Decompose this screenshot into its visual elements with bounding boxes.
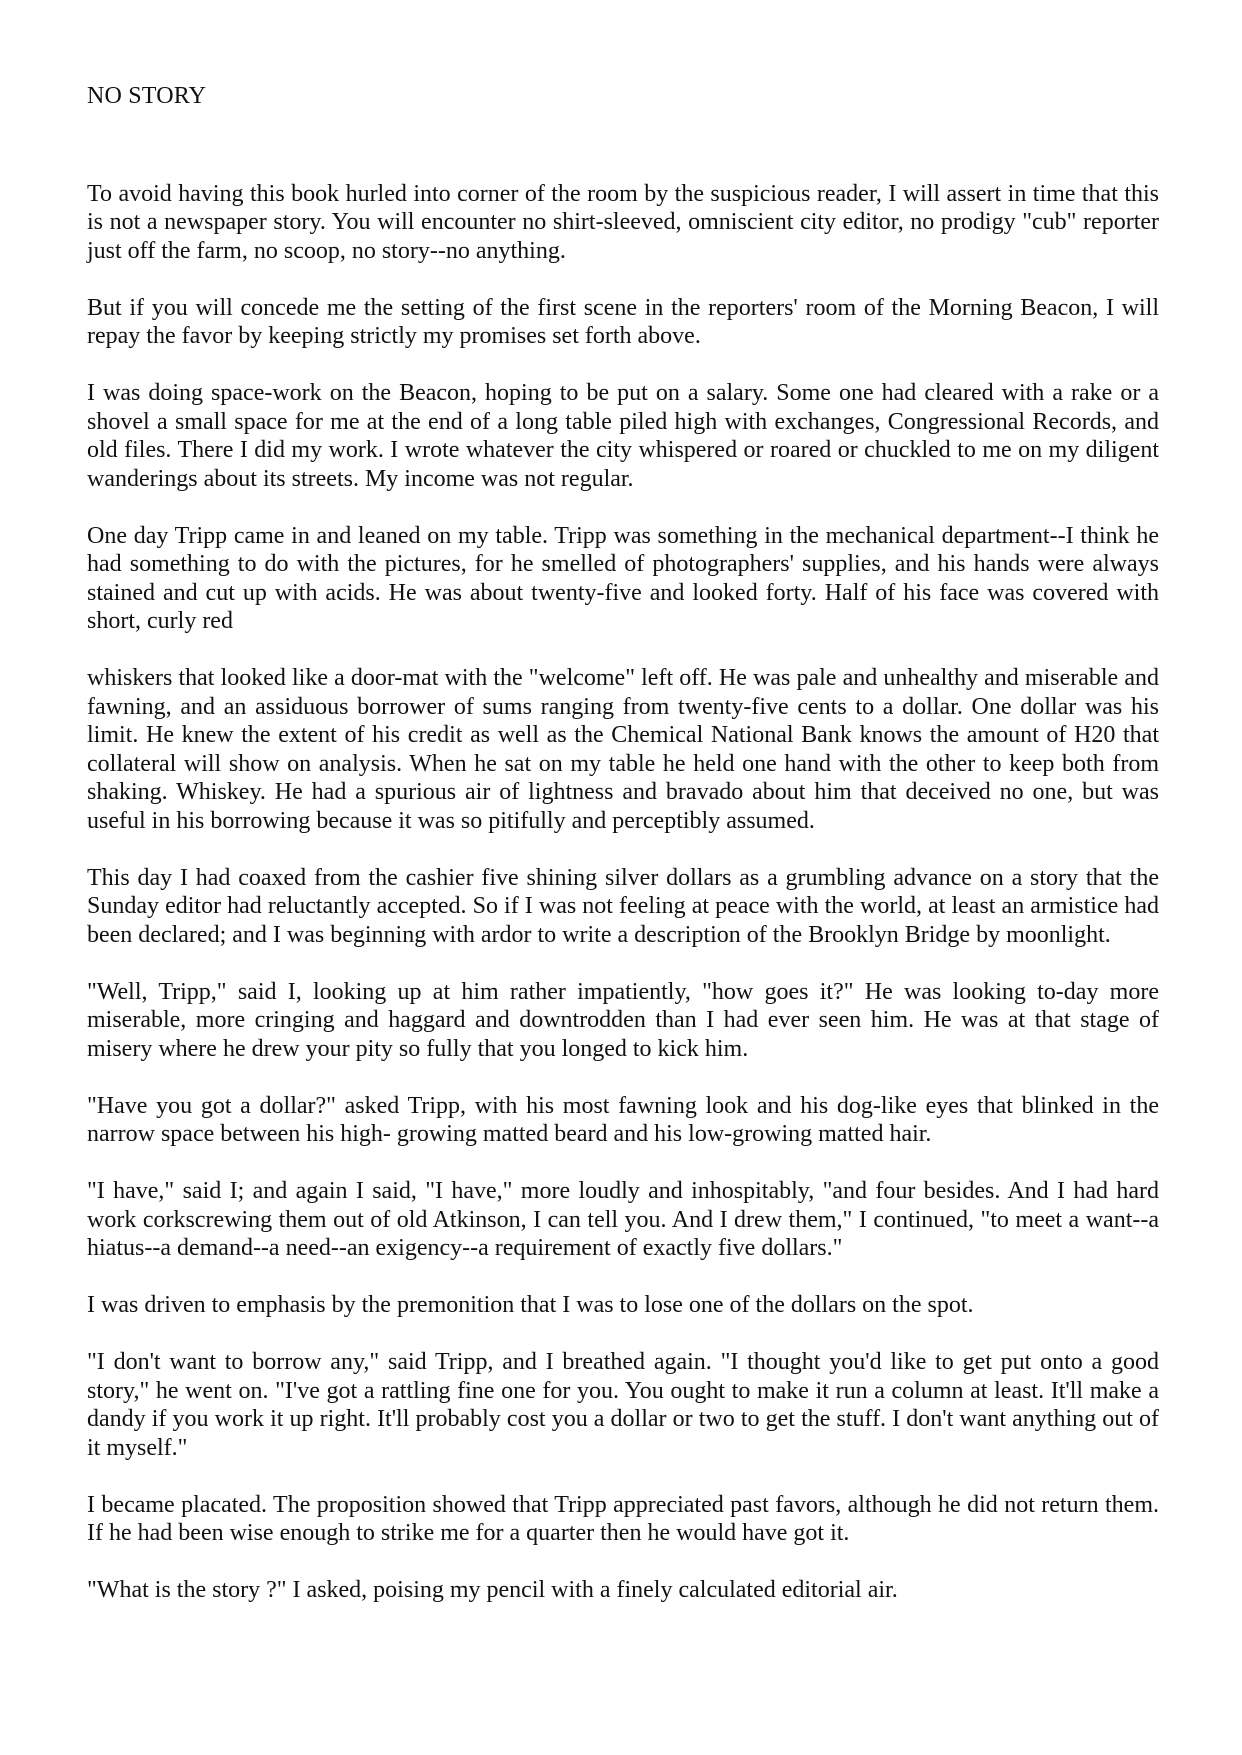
paragraph: I was driven to emphasis by the premonition that I was to lose one of the dollars on the spot. — [87, 1292, 974, 1318]
paragraph: One day Tripp came in and leaned on my table. Tripp was something in the mechanical department--I think he had something to do with the pictures, for he smelled of photographers' supplies, and his hands were always stained and cut up with acids. He was about twenty-five and looked forty. Half of his face was covered with short, curly red — [87, 522, 1159, 634]
paragraph: To avoid having this book hurled into corner of the room by the suspicious reader, I will assert in time that this is not a newspaper story. You will encounter no shirt-sleeved, omniscient city editor, no prodigy "cub" reporter just off the farm, no scoop, no story--no anything. — [87, 180, 1159, 264]
paragraph: "What is the story ?" I asked, poising my pencil with a finely calculated editorial air. — [87, 1577, 898, 1603]
paragraph: "I have," said I; and again I said, "I have," more loudly and inhospitably, "and four besides. And I had hard work corkscrewing them out of old Atkinson, I can tell you. And I drew them," I continued, "to meet a want--a hiatus--a demand--a need--an exigency--a requirement of exactly five dollars." — [87, 1178, 1159, 1261]
paragraph: I became placated. The proposition showed that Tripp appreciated past favors, although he did not return them. If he had been wise enough to strike me for a quarter then he would have got it. — [87, 1491, 1159, 1546]
paragraph: This day I had coaxed from the cashier five shining silver dollars as a grumbling advance on a story that the Sunday editor had reluctantly accepted. So if I was not feeling at peace with the world, at least an armistice had been declared; and I was beginning with ardor to write a description of the Brooklyn Bridge by moonlight. — [87, 864, 1159, 948]
paragraph: But if you will concede me the setting of the first scene in the reporters' room of the Morning Beacon, I will repay the favor by keeping strictly my promises set forth above. — [87, 294, 1159, 349]
paragraph: "I don't want to borrow any," said Tripp, and I breathed again. "I thought you'd like to get put onto a good story," he went on. "I've got a rattling fine one for you. You ought to make it run a column at least. It'll make a dandy if you work it up right. It'll probably cost you a dollar or two to get the stuff. I don't want anything out of it myself." — [87, 1349, 1159, 1461]
document-page — [87, 82, 1159, 1633]
paragraph: whiskers that looked like a door-mat with the "welcome" left off. He was pale and unhealthy and miserable and fawning, and an assiduous borrower of sums ranging from twenty-five cents to a dollar. One dollar was his limit. He knew the extent of his credit as well as the Chemical National Bank knows the amount of H20 that collateral will show on analysis. When he sat on my table he held one hand with the other to keep both from shaking. Whiskey. He had a spurious air of lightness and bravado about him that deceived no one, but was useful in his borrowing because it was so pitifully and perceptibly assumed. — [87, 665, 1159, 834]
document-title: NO STORY — [87, 83, 207, 109]
paragraph: "Have you got a dollar?" asked Tripp, with his most fawning look and his dog-like eyes that blinked in the narrow space between his high- growing matted beard and his low-growing matted hair. — [87, 1092, 1159, 1147]
paragraph: "Well, Tripp," said I, looking up at him rather impatiently, "how goes it?" He was looking to-day more miserable, more cringing and haggard and downtrodden than I had ever seen him. He was at that stage of misery where he drew your pity so fully that you longed to kick him. — [87, 978, 1159, 1062]
paragraph: I was doing space-work on the Beacon, hoping to be put on a salary. Some one had cleared with a rake or a shovel a small space for me at the end of a long table piled high with exchanges, Congressional Records, and old files. There I did my work. I wrote whatever the city whispered or roared or chuckled to me on my diligent wanderings about its streets. My income was not regular. — [87, 380, 1159, 492]
